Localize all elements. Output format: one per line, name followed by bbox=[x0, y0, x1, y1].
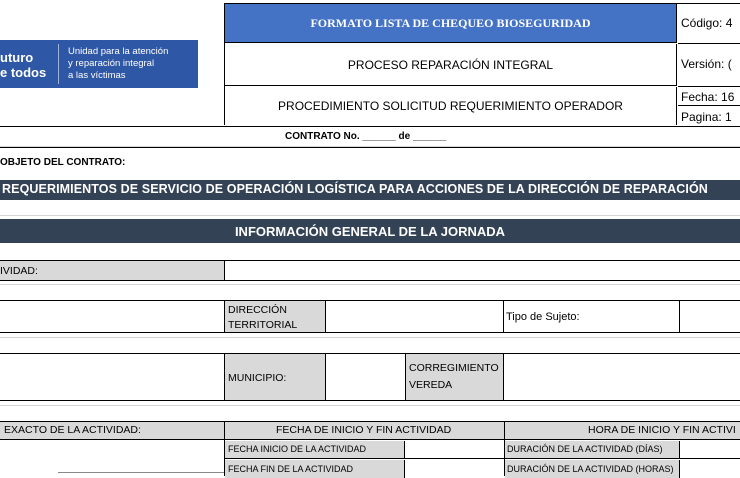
logo-text-line2: y reparación integral bbox=[68, 58, 155, 69]
duracion-dias-input[interactable] bbox=[680, 441, 740, 459]
municipio-input[interactable] bbox=[326, 354, 406, 400]
activity-label-cell bbox=[0, 260, 224, 281]
version-text: Versión: ( bbox=[681, 57, 732, 71]
pagina-text: Pagina: 1 bbox=[681, 110, 732, 124]
corregimiento-label-2: VEREDA bbox=[409, 379, 453, 391]
document-title-text: FORMATO LISTA DE CHEQUEO BIOSEGURIDAD bbox=[310, 15, 591, 30]
logo-text-line3: a las víctimas bbox=[68, 70, 126, 81]
gridline bbox=[0, 284, 740, 285]
logo-text-line1: Unidad para la atención bbox=[68, 46, 169, 57]
contract-border bbox=[0, 147, 740, 148]
direccion-label-cell bbox=[224, 301, 326, 332]
logo-brand-line1: uturo bbox=[0, 50, 34, 65]
fecha-fin-label: FECHA FIN DE LA ACTIVIDAD bbox=[228, 464, 354, 474]
fecha-fin-label-cell bbox=[225, 460, 405, 478]
direccion-label-2: TERRITORIAL bbox=[228, 319, 298, 331]
municipio-label: MUNICIPIO: bbox=[228, 372, 287, 384]
section-title: INFORMACIÓN GENERAL DE LA JORNADA bbox=[234, 223, 506, 239]
fecha-inicio-label: FECHA INICIO DE LA ACTIVIDAD bbox=[228, 444, 367, 454]
lugar-label: EXACTO DE LA ACTIVIDAD: bbox=[4, 424, 141, 436]
codigo-text: Código: 4 bbox=[681, 16, 733, 30]
process-name bbox=[225, 44, 677, 86]
municipio-row-bottom bbox=[0, 400, 740, 401]
duracion-dias-label-cell bbox=[505, 441, 680, 459]
header-bottom-border bbox=[0, 126, 740, 127]
logo-divider bbox=[58, 44, 59, 84]
contract-object-text: REQUERIMIENTOS DE SERVICIO DE OPERACIÓN LOGÍSTICA PARA ACCIONES DE LA DIRECCIÓN DE REPARACIÓN bbox=[2, 182, 708, 196]
duracion-horas-label: DURACIÓN DE LA ACTIVIDAD (HORAS) bbox=[507, 464, 674, 474]
procedure-name-text: PROCEDIMIENTO SOLICITUD REQUERIMIENTO OPERADOR bbox=[278, 99, 623, 113]
section-header bbox=[0, 219, 740, 243]
corregimiento-label-1: CORREGIMIENTO bbox=[409, 362, 499, 374]
activity-label: IVIDAD: bbox=[0, 265, 38, 277]
document-title bbox=[225, 4, 677, 43]
direccion-row-bottom bbox=[0, 332, 740, 333]
fecha-cell bbox=[678, 88, 740, 106]
municipio-label-cell bbox=[224, 354, 326, 400]
process-name-text: PROCESO REPARACIÓN INTEGRAL bbox=[347, 57, 554, 72]
tipo-sujeto-cell bbox=[504, 301, 680, 332]
contract-object-label: OBJETO DEL CONTRATO: bbox=[0, 157, 126, 168]
logo bbox=[0, 40, 198, 88]
gridline bbox=[0, 215, 740, 216]
pagina-cell bbox=[678, 107, 740, 126]
direccion-label-1: DIRECCIÓN bbox=[228, 304, 287, 316]
logo-brand-line2: e todos bbox=[0, 65, 47, 80]
codigo-cell bbox=[678, 4, 740, 44]
duracion-horas-label-cell bbox=[505, 460, 680, 478]
fecha-inicio-input[interactable] bbox=[405, 441, 504, 459]
fecha-text: Fecha: 16 bbox=[681, 90, 735, 104]
fecha-inicio-label-cell bbox=[225, 441, 405, 459]
cell-selection-line bbox=[58, 472, 224, 473]
gridline bbox=[0, 405, 740, 406]
fecha-header: FECHA DE INICIO Y FIN ACTIVIDAD bbox=[276, 424, 452, 436]
version-cell bbox=[678, 45, 740, 87]
tipo-sujeto-input[interactable] bbox=[680, 301, 740, 332]
hora-header: HORA DE INICIO Y FIN ACTIVI bbox=[588, 424, 736, 436]
corregimiento-label-cell bbox=[406, 354, 504, 400]
contract-object-banner bbox=[0, 180, 740, 200]
corregimiento-input[interactable] bbox=[504, 354, 740, 400]
gridline bbox=[0, 337, 740, 338]
duracion-dias-label: DURACIÓN DE LA ACTIVIDAD (DÍAS) bbox=[507, 444, 663, 454]
procedure-name bbox=[225, 87, 677, 125]
activity-input[interactable] bbox=[224, 260, 740, 281]
tipo-sujeto-label: Tipo de Sujeto: bbox=[506, 311, 580, 323]
contract-number: CONTRATO No. ______ de ______ bbox=[285, 131, 447, 142]
direccion-input[interactable] bbox=[326, 301, 504, 332]
